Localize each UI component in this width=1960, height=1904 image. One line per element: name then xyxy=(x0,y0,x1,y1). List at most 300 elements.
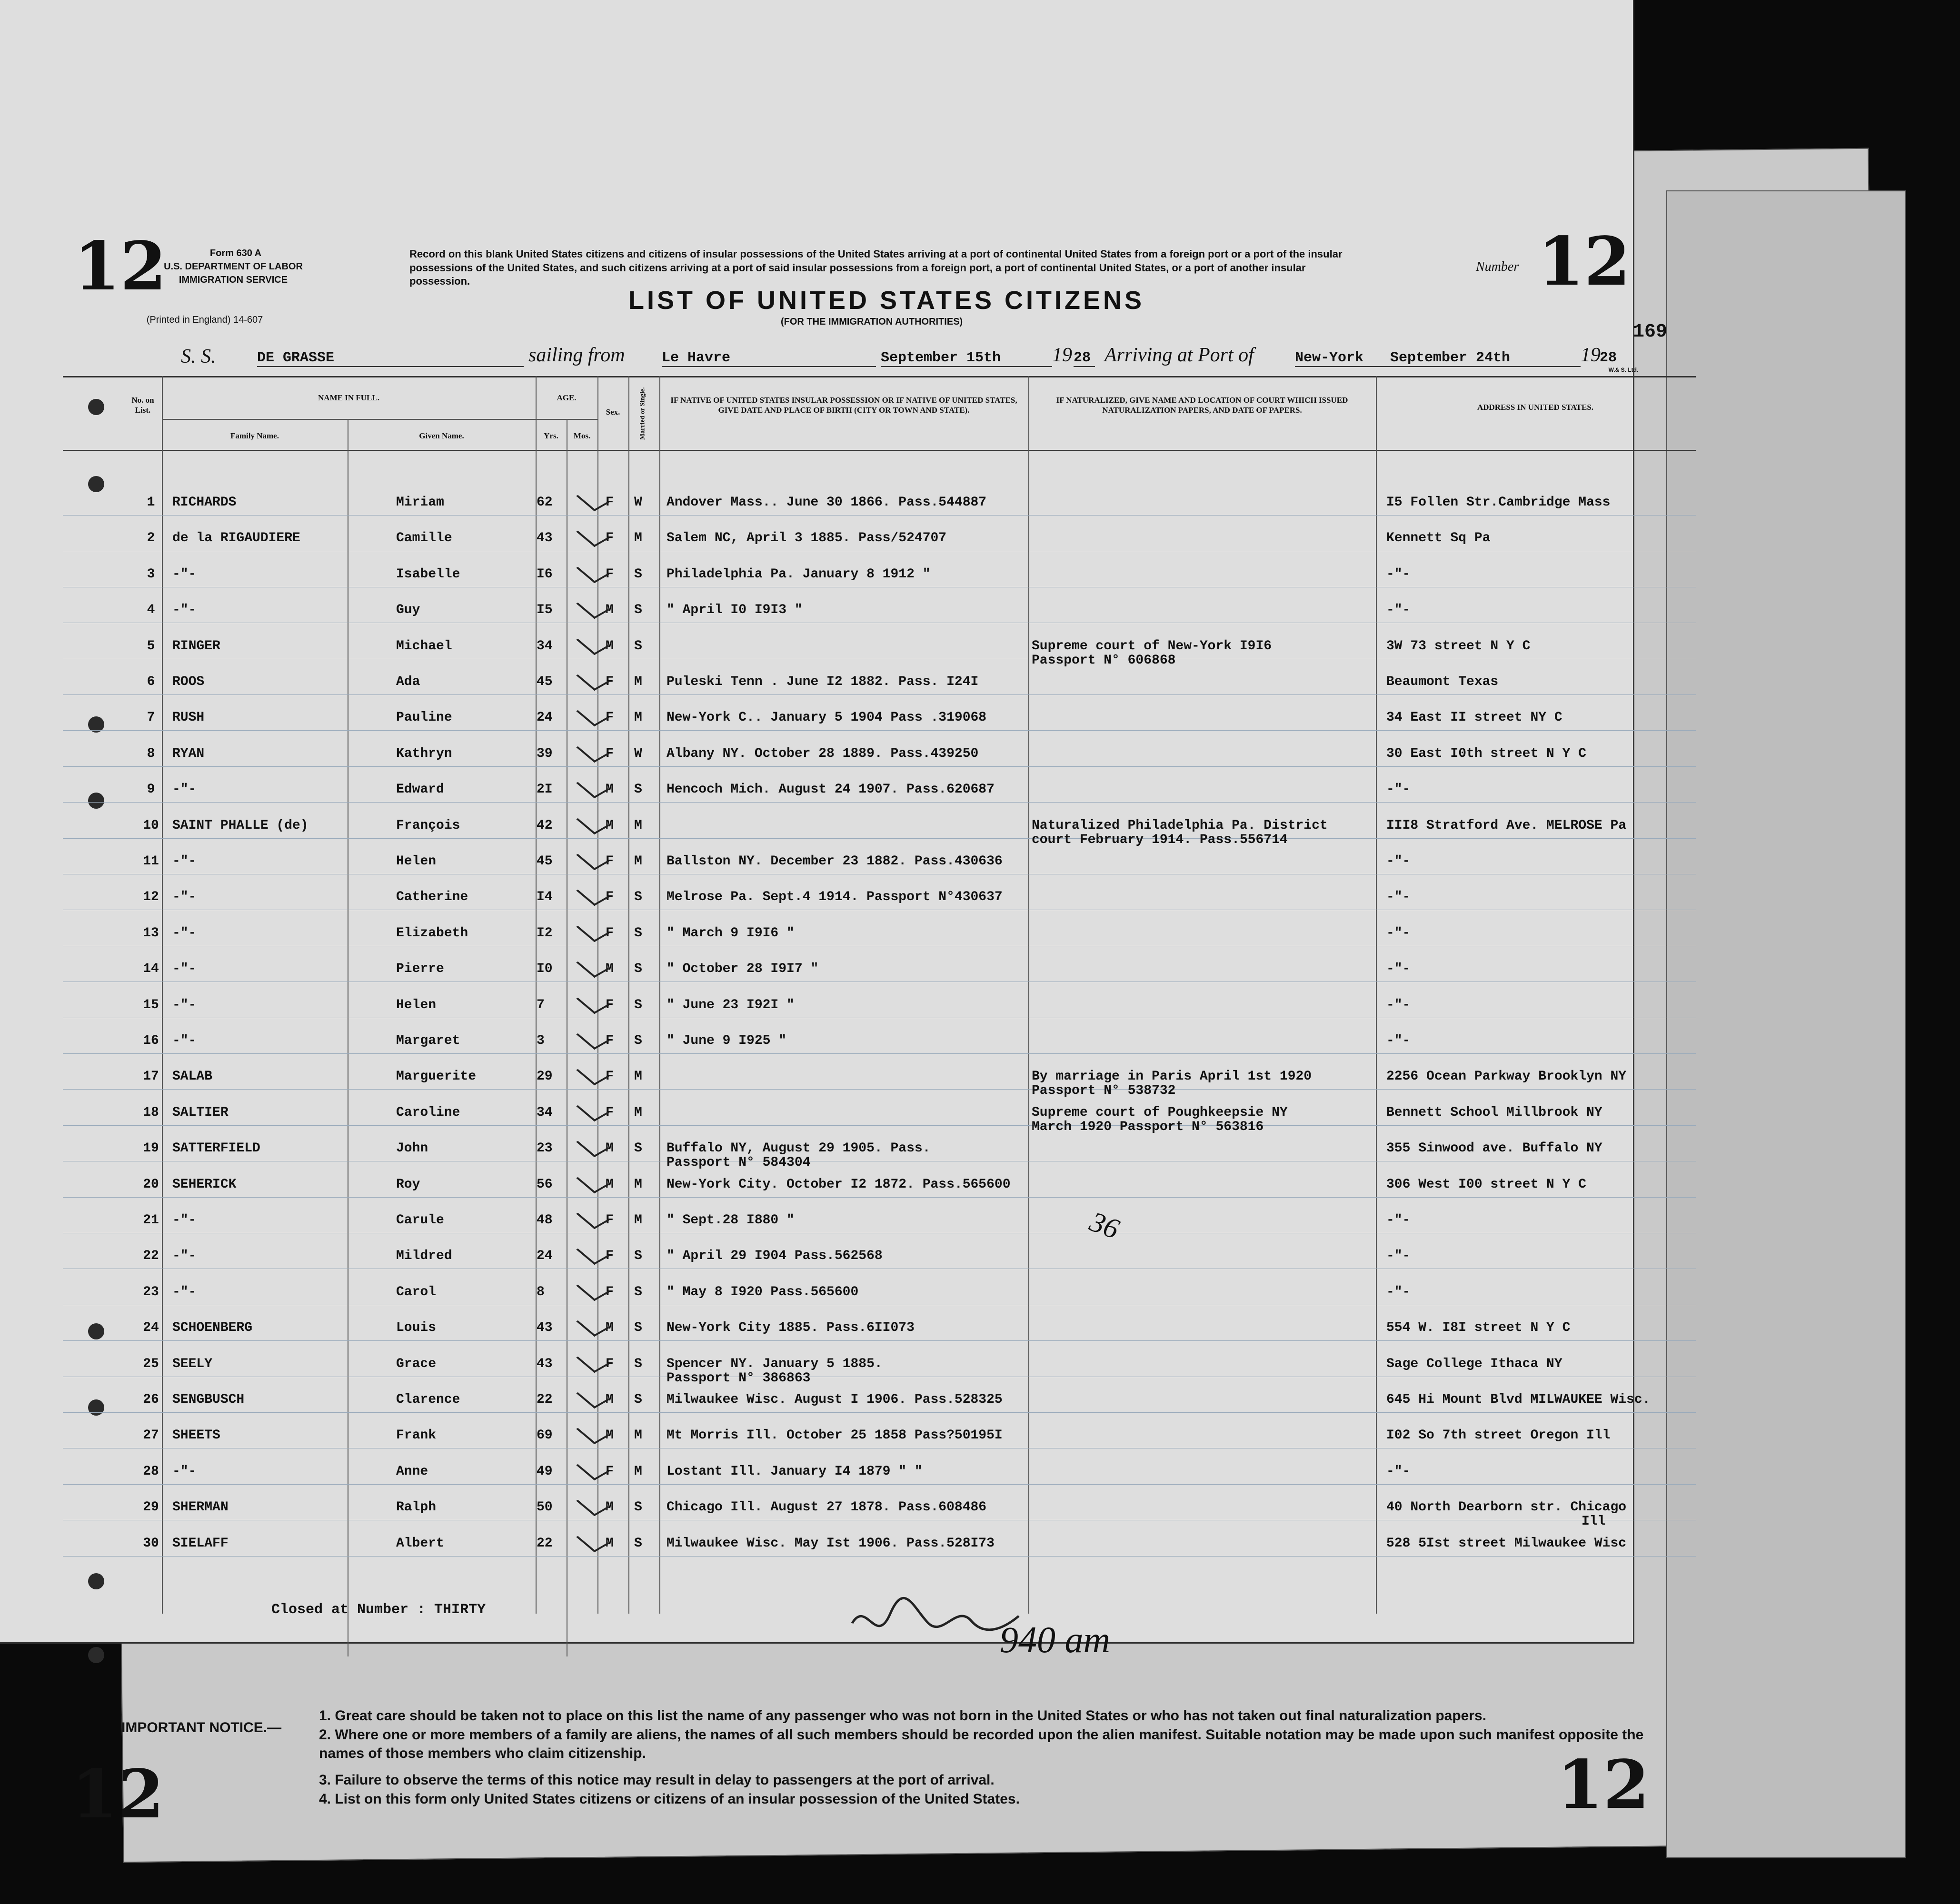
table-row xyxy=(63,1392,1696,1428)
ship-name: DE GRASSE xyxy=(257,350,524,367)
cell-addr: Sage College Ithaca NY xyxy=(1386,1356,1562,1371)
cell-family: SEELY xyxy=(172,1356,213,1371)
printed-note: (Printed in England) 14-607 xyxy=(146,315,263,325)
cell-family: SAINT PHALLE (de) xyxy=(172,818,308,833)
table-header-rule xyxy=(63,450,1696,451)
corner-number-bottom-left: 12 xyxy=(71,1755,164,1834)
cell-given: Grace xyxy=(396,1356,437,1371)
cell-birth: " April I0 I9I3 " xyxy=(667,603,803,618)
cell-no: 13 xyxy=(143,925,159,941)
cell-age: 45 xyxy=(537,674,553,689)
department-name: U.S. DEPARTMENT OF LABOR xyxy=(164,261,303,272)
check-mark xyxy=(576,487,609,511)
column-rule xyxy=(162,419,536,420)
cell-addr: III8 Stratford Ave. MELROSE Pa xyxy=(1386,818,1627,833)
cell-sex: M xyxy=(606,1392,614,1407)
arrival-year-prefix: 19 xyxy=(1581,344,1601,366)
cell-age: I5 xyxy=(537,603,553,618)
header-sex: Sex. xyxy=(606,407,620,416)
cell-family: SALAB xyxy=(172,1069,213,1084)
cell-ms: M xyxy=(634,1105,642,1120)
cell-age: 50 xyxy=(537,1500,553,1515)
cell-family: ROOS xyxy=(172,674,205,689)
header-no-on-list: No. on List. xyxy=(131,396,154,415)
table-row xyxy=(63,1464,1696,1500)
cell-addr: -"- xyxy=(1386,1464,1411,1479)
table-row xyxy=(63,890,1696,925)
departure-port: Le Havre xyxy=(662,350,876,367)
cell-nat: By marriage in Paris April 1st 1920 xyxy=(1032,1069,1312,1084)
corner-number-top-left: 12 xyxy=(74,228,167,306)
cell-given: Pauline xyxy=(396,710,452,725)
cell-addr: I5 Follen Str.Cambridge Mass xyxy=(1386,495,1611,510)
cell-given: Miriam xyxy=(396,495,444,510)
cell-sex: F xyxy=(606,1105,614,1120)
cell-family: -"- xyxy=(172,1213,197,1228)
cell-no: 23 xyxy=(143,1284,159,1299)
cell-given: François xyxy=(396,818,460,833)
row-rule xyxy=(63,1053,1696,1054)
cell-age: I2 xyxy=(537,925,553,941)
cell-age: 43 xyxy=(537,531,553,546)
cell-sex: F xyxy=(606,1033,614,1048)
cell-addr: -"- xyxy=(1386,603,1411,618)
row-rule xyxy=(63,1089,1696,1090)
cell-ms: S xyxy=(634,1356,642,1371)
notice-item: 1. Great care should be taken not to place on this list the name of any passenger who was not born in the United States or who has not taken out final naturalization papers. xyxy=(319,1708,1487,1724)
punch-hole xyxy=(88,476,104,492)
cell-ms: S xyxy=(634,566,642,582)
cell-birth2: Passport N° 386863 xyxy=(667,1370,811,1386)
cell-no: 29 xyxy=(143,1500,159,1515)
cell-no: 16 xyxy=(143,1033,159,1048)
table-row xyxy=(63,495,1696,531)
cell-birth: " June 9 I925 " xyxy=(667,1033,787,1048)
table-row xyxy=(63,531,1696,566)
table-row xyxy=(63,639,1696,674)
table-row xyxy=(63,710,1696,746)
cell-age: I6 xyxy=(537,566,553,582)
cell-sex: M xyxy=(606,1141,614,1156)
table-row xyxy=(63,1105,1696,1141)
cell-ms: S xyxy=(634,1392,642,1407)
row-rule xyxy=(63,694,1696,695)
table-row xyxy=(63,1500,1696,1536)
cell-birth: New-York City 1885. Pass.6II073 xyxy=(667,1320,915,1336)
cell-sex: F xyxy=(606,1249,614,1264)
cell-ms: M xyxy=(634,818,642,833)
cell-sex: F xyxy=(606,710,614,725)
cell-nat2: Passport N° 538732 xyxy=(1032,1083,1176,1099)
cell-birth: Puleski Tenn . June I2 1882. Pass. I24I xyxy=(667,674,979,689)
cell-birth: Chicago Ill. August 27 1878. Pass.608486 xyxy=(667,1500,987,1515)
cell-no: 19 xyxy=(143,1141,159,1156)
row-rule xyxy=(63,766,1696,767)
cell-birth: New-York City. October I2 1872. Pass.565600 xyxy=(667,1177,1011,1192)
cell-age: 56 xyxy=(537,1177,553,1192)
cell-birth: " May 8 I920 Pass.565600 xyxy=(667,1284,859,1299)
cell-birth: Mt Morris Ill. October 25 1858 Pass?50195I xyxy=(667,1428,1003,1443)
cell-given: Kathryn xyxy=(396,746,452,761)
header-family-name: Family Name. xyxy=(230,431,279,440)
cell-addr: -"- xyxy=(1386,890,1411,905)
printer-mark: W.& S. Ltd. xyxy=(1608,367,1639,373)
cell-addr: Bennett School Millbrook NY xyxy=(1386,1105,1602,1120)
cell-no: 2 xyxy=(147,531,155,546)
cell-family: -"- xyxy=(172,782,197,797)
cell-birth: " April 29 I904 Pass.562568 xyxy=(667,1249,883,1264)
cell-family: de la RIGAUDIERE xyxy=(172,531,300,546)
cell-ms: S xyxy=(634,890,642,905)
table-row xyxy=(63,1357,1696,1392)
cell-age: 29 xyxy=(537,1069,553,1084)
arrival-date: September 24th xyxy=(1390,350,1581,367)
sailing-from-label: sailing from xyxy=(528,344,625,366)
header-name-in-full: NAME IN FULL. xyxy=(318,393,379,402)
cell-birth: Philadelphia Pa. January 8 1912 " xyxy=(667,566,931,582)
cell-family: SENGBUSCH xyxy=(172,1392,245,1407)
cell-sex: M xyxy=(606,603,614,618)
cell-sex: F xyxy=(606,1464,614,1479)
cell-no: 8 xyxy=(147,746,155,761)
cell-no: 27 xyxy=(143,1428,159,1443)
cell-age: 2I xyxy=(537,782,553,797)
cell-ms: M xyxy=(634,710,642,725)
cell-birth: Melrose Pa. Sept.4 1914. Passport N°430637 xyxy=(667,890,1003,905)
cell-addr: 34 East II street NY C xyxy=(1386,710,1562,725)
cell-no: 25 xyxy=(143,1356,159,1371)
cell-sex: M xyxy=(606,962,614,977)
cell-nat: Supreme court of Poughkeepsie NY xyxy=(1032,1105,1288,1120)
cell-nat: Naturalized Philadelphia Pa. District xyxy=(1032,818,1328,833)
cell-family: SEHERICK xyxy=(172,1177,237,1192)
cell-nat2: March 1920 Passport N° 563816 xyxy=(1032,1119,1264,1134)
cell-addr: 355 Sinwood ave. Buffalo NY xyxy=(1386,1141,1602,1156)
cell-given: John xyxy=(396,1141,428,1156)
cell-given: Michael xyxy=(396,638,452,654)
document-title: LIST OF UNITED STATES CITIZENS xyxy=(628,286,1144,315)
cell-birth: " Sept.28 I880 " xyxy=(667,1213,795,1228)
cell-sex: F xyxy=(606,890,614,905)
cell-birth: " October 28 I9I7 " xyxy=(667,962,819,977)
cell-no: 7 xyxy=(147,710,155,725)
cell-age: 24 xyxy=(537,1249,553,1264)
cell-family: SATTERFIELD xyxy=(172,1141,260,1156)
cell-sex: M xyxy=(606,1536,614,1551)
table-row xyxy=(63,1536,1696,1572)
cell-birth: Ballston NY. December 23 1882. Pass.430636 xyxy=(667,854,1003,869)
cell-no: 11 xyxy=(143,854,159,869)
table-row xyxy=(63,567,1696,603)
cell-family: -"- xyxy=(172,997,197,1012)
table-row xyxy=(63,998,1696,1033)
cell-age: 43 xyxy=(537,1356,553,1371)
row-rule xyxy=(63,1556,1696,1557)
cell-ms: S xyxy=(634,925,642,941)
notice-heading: IMPORTANT NOTICE.— xyxy=(121,1720,282,1735)
cell-ms: W xyxy=(634,495,642,510)
cell-family: -"- xyxy=(172,962,197,977)
cell-family: RICHARDS xyxy=(172,495,237,510)
manifest-rows xyxy=(63,495,1696,1590)
cell-given: Edward xyxy=(396,782,444,797)
cell-no: 20 xyxy=(143,1177,159,1192)
cell-nat2: court February 1914. Pass.556714 xyxy=(1032,832,1288,847)
header-native-birth: IF NATIVE OF UNITED STATES INSULAR POSSESSION OR IF NATIVE OF UNITED STATES, GIVE DATE AND PLACE OF BIRTH (CITY OR TOWN AND STATE). xyxy=(670,396,1017,415)
cell-given: Catherine xyxy=(396,890,468,905)
cell-addr: Kennett Sq Pa xyxy=(1386,531,1491,546)
header-married-single: Married or Single. xyxy=(639,387,647,440)
cell-age: I4 xyxy=(537,890,553,905)
table-row xyxy=(63,1428,1696,1464)
cell-birth: Spencer NY. January 5 1885. xyxy=(667,1356,883,1371)
cell-sex: F xyxy=(606,674,614,689)
notice-item: 4. List on this form only United States citizens or citizens of an insular possession of the United States. xyxy=(319,1791,1020,1807)
cell-given: Helen xyxy=(396,997,437,1012)
row-rule xyxy=(63,1412,1696,1413)
cell-given: Camille xyxy=(396,531,452,546)
cell-no: 5 xyxy=(147,638,155,654)
cell-sex: M xyxy=(606,782,614,797)
departure-date: September 15th xyxy=(881,350,1052,367)
cell-sex: F xyxy=(606,531,614,546)
number-label: Number xyxy=(1476,259,1519,274)
cell-addr: 2256 Ocean Parkway Brooklyn NY xyxy=(1386,1069,1627,1084)
cell-no: 15 xyxy=(143,997,159,1012)
cell-addr: -"- xyxy=(1386,1033,1411,1048)
notice-item: 2. Where one or more members of a family are aliens, the names of all such members should be recorded upon the alien manifest. Suitable notation may be made upon such manifest opposite the names of those members who claim citizenship. xyxy=(319,1727,1644,1761)
cell-family: -"- xyxy=(172,603,197,618)
cell-no: 18 xyxy=(143,1105,159,1120)
row-rule xyxy=(63,515,1696,516)
cell-ms: W xyxy=(634,746,642,761)
cell-family: RUSH xyxy=(172,710,205,725)
margin-annotation: 36 xyxy=(1085,1205,1124,1245)
cell-addr: Beaumont Texas xyxy=(1386,674,1499,689)
cell-addr: 645 Hi Mount Blvd MILWAUKEE Wisc. xyxy=(1386,1392,1651,1407)
cell-given: Guy xyxy=(396,603,420,618)
cell-sex: M xyxy=(606,1428,614,1443)
cell-sex: F xyxy=(606,495,614,510)
header-months: Mos. xyxy=(573,431,591,440)
cell-age: 7 xyxy=(537,997,545,1012)
cell-no: 17 xyxy=(143,1069,159,1084)
cell-sex: F xyxy=(606,746,614,761)
table-row xyxy=(63,746,1696,782)
cell-sex: F xyxy=(606,1356,614,1371)
cell-birth: Lostant Ill. January I4 1879 " " xyxy=(667,1464,923,1479)
cell-addr: -"- xyxy=(1386,997,1411,1012)
document-subtitle: (FOR THE IMMIGRATION AUTHORITIES) xyxy=(781,317,963,327)
table-header-rule xyxy=(63,376,1696,377)
cell-ms: M xyxy=(634,854,642,869)
ss-label: S. S. xyxy=(181,346,216,367)
cell-addr: -"- xyxy=(1386,925,1411,941)
cell-family: SCHOENBERG xyxy=(172,1320,253,1336)
cell-ms: S xyxy=(634,1249,642,1264)
cell-ms: S xyxy=(634,1500,642,1515)
cell-birth: Hencoch Mich. August 24 1907. Pass.620687 xyxy=(667,782,995,797)
cell-age: 34 xyxy=(537,638,553,654)
cell-sex: F xyxy=(606,997,614,1012)
cell-addr: 554 W. I8I street N Y C xyxy=(1386,1320,1571,1336)
cell-age: 24 xyxy=(537,710,553,725)
cell-age: 8 xyxy=(537,1284,545,1299)
cell-addr: -"- xyxy=(1386,854,1411,869)
cell-family: SHEETS xyxy=(172,1428,220,1443)
cell-family: SIELAFF xyxy=(172,1536,229,1551)
cell-given: Ralph xyxy=(396,1500,437,1515)
cell-addr: -"- xyxy=(1386,1213,1411,1228)
cell-age: 45 xyxy=(537,854,553,869)
table-row xyxy=(63,926,1696,962)
table-row xyxy=(63,1285,1696,1320)
cell-given: Roy xyxy=(396,1177,420,1192)
row-rule xyxy=(63,1197,1696,1198)
header-address: ADDRESS IN UNITED STATES. xyxy=(1477,403,1594,412)
cell-ms: M xyxy=(634,674,642,689)
cell-addr: I02 So 7th street Oregon Ill xyxy=(1386,1428,1611,1443)
cell-no: 14 xyxy=(143,962,159,977)
cell-birth: New-York C.. January 5 1904 Pass .319068 xyxy=(667,710,987,725)
cell-birth2: Passport N° 584304 xyxy=(667,1155,811,1170)
cell-age: 42 xyxy=(537,818,553,833)
cell-age: I0 xyxy=(537,962,553,977)
cell-sex: M xyxy=(606,818,614,833)
row-rule xyxy=(63,730,1696,731)
cell-addr: 528 5Ist street Milwaukee Wisc xyxy=(1386,1536,1627,1551)
cell-age: 43 xyxy=(537,1320,553,1336)
cell-family: SHERMAN xyxy=(172,1500,229,1515)
cell-addr: -"- xyxy=(1386,566,1411,582)
cell-ms: S xyxy=(634,1320,642,1336)
cell-nat: Supreme court of New-York I9I6 xyxy=(1032,638,1272,654)
cell-family: -"- xyxy=(172,1464,197,1479)
cell-given: Carol xyxy=(396,1284,437,1299)
cell-given: Anne xyxy=(396,1464,428,1479)
cell-family: -"- xyxy=(172,1033,197,1048)
cell-no: 10 xyxy=(143,818,159,833)
table-row xyxy=(63,1033,1696,1069)
page-number: 169 xyxy=(1633,321,1668,343)
arriving-label: Arriving at Port of xyxy=(1104,344,1254,366)
form-instructions: Record on this blank United States citizens and citizens of insular possessions of the United States arriving at a port of continental United States from a foreign port or a port of the insular possessions of the United States, and such citizens arriving at a port of said insular possessions from a foreign port, a port of continental United States, or a port of another insular possession. xyxy=(409,248,1343,288)
arrival-port: New-York xyxy=(1295,350,1390,367)
cell-ms: S xyxy=(634,1284,642,1299)
cell-addr: -"- xyxy=(1386,1249,1411,1264)
table-row xyxy=(63,962,1696,997)
table-row xyxy=(63,782,1696,818)
cell-sex: M xyxy=(606,1320,614,1336)
cell-ms: S xyxy=(634,603,642,618)
cell-age: 22 xyxy=(537,1536,553,1551)
cell-given: Clarence xyxy=(396,1392,460,1407)
cell-ms: S xyxy=(634,782,642,797)
row-rule xyxy=(63,802,1696,803)
corner-number-top-right: 12 xyxy=(1538,223,1631,301)
cell-given: Pierre xyxy=(396,962,444,977)
cell-sex: F xyxy=(606,925,614,941)
cell-ms: M xyxy=(634,1428,642,1443)
departure-year: 28 xyxy=(1074,350,1095,367)
cell-birth: Andover Mass.. June 30 1866. Pass.544887 xyxy=(667,495,987,510)
row-rule xyxy=(63,1125,1696,1126)
arrival-year: 28 xyxy=(1600,350,1617,366)
cell-addr2: Ill xyxy=(1582,1514,1606,1529)
cell-family: -"- xyxy=(172,1284,197,1299)
cell-sex: F xyxy=(606,1284,614,1299)
table-row xyxy=(63,603,1696,638)
form-id: Form 630 A xyxy=(209,248,262,258)
header-age: AGE. xyxy=(557,393,577,402)
cell-given: Ada xyxy=(396,674,420,689)
cell-ms: S xyxy=(634,1033,642,1048)
cell-no: 9 xyxy=(147,782,155,797)
cell-family: RINGER xyxy=(172,638,220,654)
cell-ms: M xyxy=(634,1464,642,1479)
signature-time: 940 am xyxy=(1000,1619,1110,1660)
cell-no: 22 xyxy=(143,1249,159,1264)
row-rule xyxy=(63,1340,1696,1341)
cell-ms: M xyxy=(634,531,642,546)
cell-birth: " March 9 I9I6 " xyxy=(667,925,795,941)
cell-addr: -"- xyxy=(1386,782,1411,797)
corner-number-bottom-right: 12 xyxy=(1557,1746,1650,1824)
cell-no: 1 xyxy=(147,495,155,510)
cell-sex: M xyxy=(606,1177,614,1192)
cell-sex: F xyxy=(606,854,614,869)
cell-sex: F xyxy=(606,1069,614,1084)
cell-sex: F xyxy=(606,566,614,582)
punch-hole xyxy=(88,399,104,415)
cell-no: 12 xyxy=(143,890,159,905)
cell-age: 49 xyxy=(537,1464,553,1479)
cell-given: Frank xyxy=(396,1428,437,1443)
cell-birth: Albany NY. October 28 1889. Pass.439250 xyxy=(667,746,979,761)
cell-ms: S xyxy=(634,638,642,654)
cell-family: -"- xyxy=(172,925,197,941)
cell-addr: 3W 73 street N Y C xyxy=(1386,638,1531,654)
column-rule xyxy=(536,419,597,420)
cell-no: 26 xyxy=(143,1392,159,1407)
punch-hole xyxy=(88,1647,104,1663)
cell-family: SALTIER xyxy=(172,1105,229,1120)
cell-birth: Milwaukee Wisc. August I 1906. Pass.528325 xyxy=(667,1392,1003,1407)
table-row xyxy=(63,854,1696,890)
table-row xyxy=(63,674,1696,710)
cell-given: Mildred xyxy=(396,1249,452,1264)
cell-given: Carule xyxy=(396,1213,444,1228)
cell-age: 23 xyxy=(537,1141,553,1156)
cell-age: 39 xyxy=(537,746,553,761)
row-rule xyxy=(63,838,1696,839)
cell-age: 69 xyxy=(537,1428,553,1443)
header-naturalized: IF NATURALIZED, GIVE NAME AND LOCATION OF COURT WHICH ISSUED NATURALIZATION PAPERS, AND DATE OF PAPERS. xyxy=(1056,396,1348,415)
cell-family: -"- xyxy=(172,1249,197,1264)
header-years: Yrs. xyxy=(544,431,558,440)
cell-no: 21 xyxy=(143,1213,159,1228)
table-row xyxy=(63,818,1696,854)
cell-age: 22 xyxy=(537,1392,553,1407)
cell-addr: 40 North Dearborn str. Chicago xyxy=(1386,1500,1627,1515)
cell-addr: -"- xyxy=(1386,1284,1411,1299)
cell-family: -"- xyxy=(172,854,197,869)
cell-ms: S xyxy=(634,962,642,977)
cell-age: 48 xyxy=(537,1213,553,1228)
cell-addr: 306 West I00 street N Y C xyxy=(1386,1177,1587,1192)
cell-age: 3 xyxy=(537,1033,545,1048)
table-row xyxy=(63,1177,1696,1213)
